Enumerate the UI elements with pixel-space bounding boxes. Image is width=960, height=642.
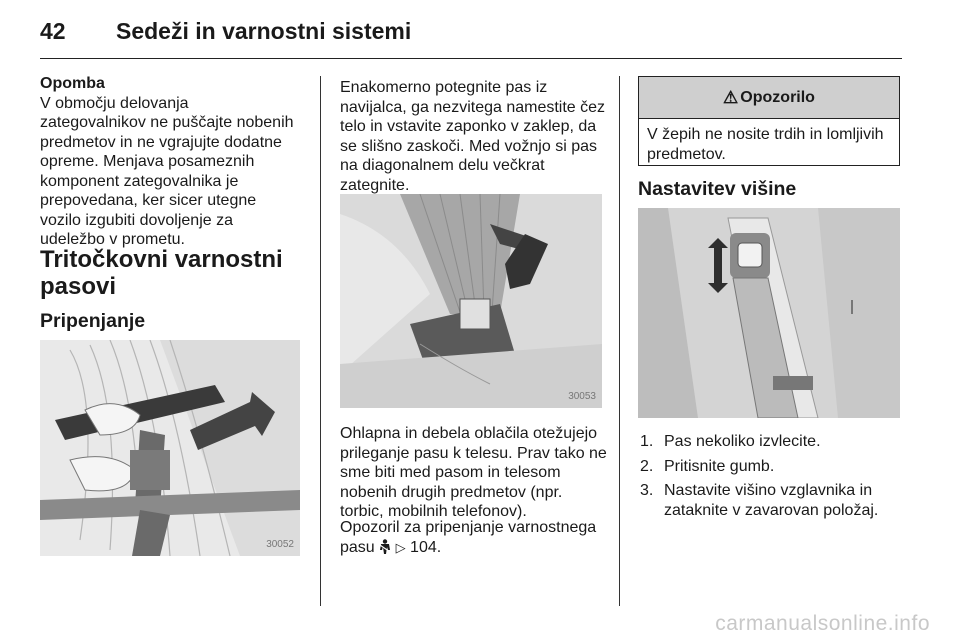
list-item (640, 481, 902, 520)
section-heading-line: Tritočkovni varnostni (40, 246, 283, 273)
figure-number: 30052 (266, 539, 294, 550)
text-line: Opozoril za pripenjanje varnostnega (340, 519, 597, 536)
text-line: nobenih drugih predmetov (npr. (340, 483, 563, 501)
text-span: pasu (340, 538, 380, 556)
note-line: komponent zategovalnika je (40, 172, 239, 190)
step-text: Pritisnite gumb. (664, 457, 775, 475)
page-reference-number[interactable]: 104. (410, 538, 442, 556)
step-number: 2. (640, 457, 654, 475)
text-line: prileganje pasu k telesu. Prav tako ne (340, 444, 607, 462)
note-line: zategovalnikov ne puščajte nobenih (40, 114, 294, 131)
note-title: Opomba (40, 75, 105, 92)
watermark: carmanualsonline.info (715, 612, 930, 635)
text-line: Enakomerno potegnite pas iz (340, 79, 548, 96)
steps-list (640, 432, 902, 525)
page-number: 42 (40, 18, 66, 44)
warning-header (639, 77, 899, 119)
text-line: torbic, mobilnih telefonov). (340, 503, 527, 520)
note-line: udeležbo v prometu. (40, 231, 185, 248)
paragraph-1 (340, 78, 610, 195)
note-line: prepovedana, ker sicer utegne (40, 192, 257, 209)
step-text: zataknite v zavarovan položaj. (664, 501, 879, 519)
column-divider-2 (619, 76, 620, 606)
text-line: Ohlapna in debela oblačila otežujejo (340, 425, 598, 442)
note-line: vozilo izgubiti dovoljenje za (40, 211, 233, 229)
text-line: na diagonalnem delu večkrat (340, 157, 545, 174)
paragraph-3 (340, 518, 610, 557)
list-item (640, 432, 902, 452)
buckling-illustration (40, 340, 300, 556)
section-heading-line: pasovi (40, 273, 117, 300)
warning-line: V žepih ne nosite trdih in lomljivih (647, 126, 884, 143)
subheading-buckling: Pripenjanje (40, 310, 146, 332)
step-number: 1. (640, 433, 654, 450)
note-line: V območju delovanja (40, 94, 189, 112)
step-number: 3. (640, 482, 654, 499)
buckle-illustration (340, 194, 602, 408)
text-line: sme biti med pasom in telesom (340, 464, 561, 481)
page-title: Sedeži in varnostni sistemi (116, 18, 412, 44)
warning-body (639, 119, 899, 170)
warning-box (638, 76, 900, 166)
note-line: predmetov in ne vgrajujte dodatne (40, 133, 282, 151)
text-line: navijalca, ga nezvitega namestite čez (340, 98, 606, 116)
text-line: zategnite. (340, 176, 410, 194)
paragraph-2 (340, 424, 610, 522)
subheading-height-adjust: Nastavitev višine (638, 178, 797, 200)
note-line: opreme. Menjava posameznih (40, 153, 255, 170)
text-line: se slišno zaskoči. Med vožnjo si pas (340, 137, 597, 155)
height-adjuster-illustration (638, 208, 900, 418)
warning-title: Opozorilo (740, 88, 815, 106)
warning-triangle-icon: ⚠ (723, 87, 739, 107)
list-item (640, 457, 902, 477)
step-text: Pas nekoliko izvlecite. (664, 433, 821, 450)
page-reference-icon: ▷ (395, 539, 406, 555)
header-rule (40, 58, 902, 59)
note-block (40, 74, 310, 250)
text-line (340, 538, 610, 558)
section-heading (40, 246, 283, 300)
seatbelt-person-icon (379, 539, 391, 554)
step-text: Nastavite višino vzglavnika in (664, 482, 873, 499)
warning-line: predmetov. (647, 145, 726, 163)
text-line: telo in vstavite zaponko v zaklep, da (340, 118, 597, 135)
column-divider-1 (320, 76, 321, 606)
figure-number: 30053 (568, 391, 596, 402)
